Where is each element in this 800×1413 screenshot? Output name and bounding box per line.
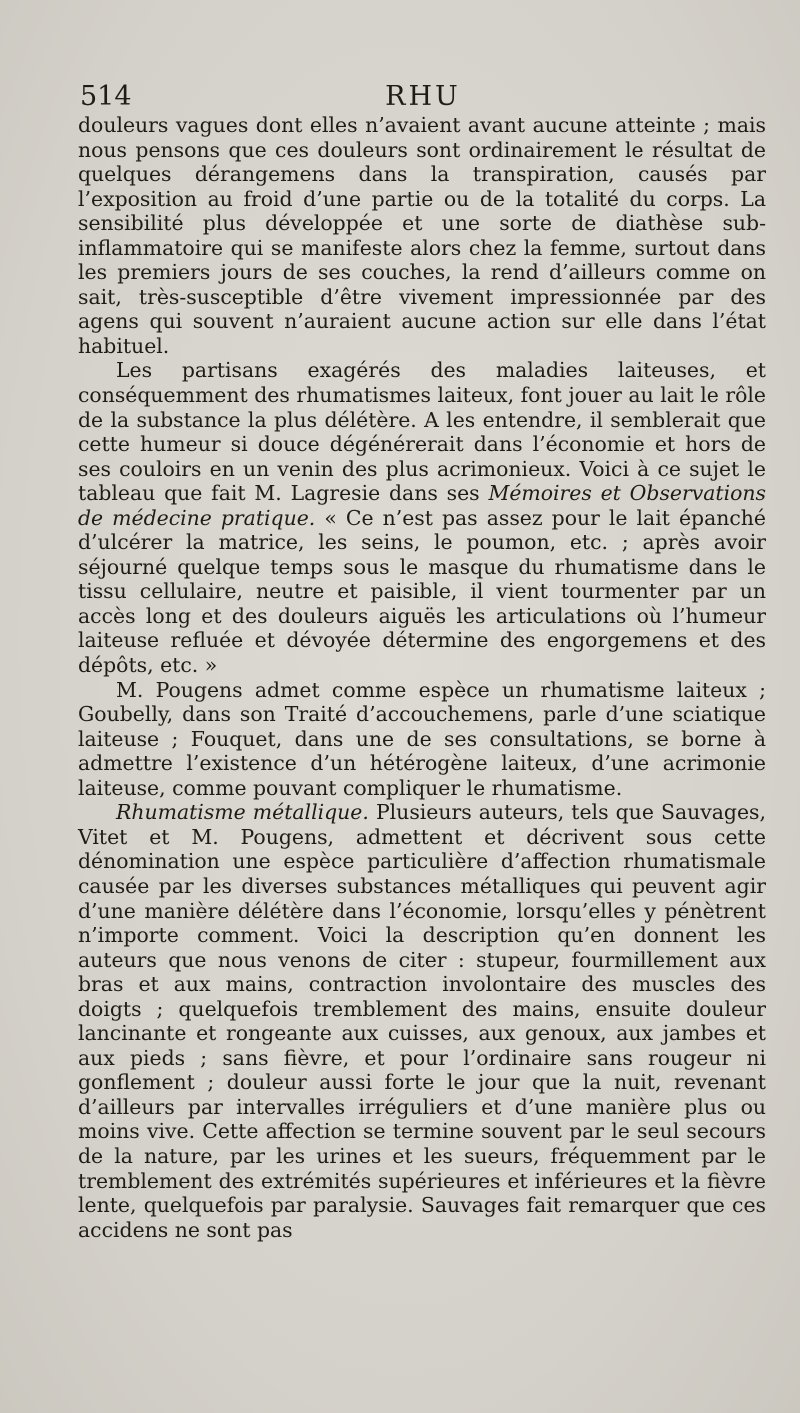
italic-text: Rhumatisme métallique. [116, 800, 369, 825]
paragraph-text: M. Pougens admet comme espèce un rhumatisme laiteux ; Goubelly, dans son Traité d’accouchemens, parle d’une sciatique laiteuse ; Fouquet, dans une de ses consultations, se borne à admettre l’existence d’un hétérogène laiteux, d’une acrimonie laiteuse, comme pouvant compliquer le rhumatisme. [78, 677, 766, 800]
running-head [80, 82, 766, 112]
paragraph [78, 800, 766, 1242]
paragraph-text: Les partisans exagérés des maladies laiteuses, et conséquemment des rhumatismes laiteux, font jouer au lait le rôle de la substance la plus délétère. A les entendre, il semblerait que cette humeur si douce dégénérerait dans l’économie et hors de ses couloirs en un venin des plus acrimonieux. Voici à ce sujet le tableau que fait M. Lagresie dans ses [78, 358, 766, 506]
running-title: RHU [385, 81, 461, 112]
paragraph [78, 678, 766, 801]
italic-text: Mémoires et Observations de médecine pratique. [78, 481, 766, 530]
paragraph-text: « Ce n’est pas assez pour le lait épanché d’ulcérer la matrice, les seins, le poumon, etc. ; après avoir séjourné quelque temps sous le masque du rhumatisme dans le tissu cellulaire, neutre et paisible, il vient tourmenter par un accès long et des douleurs aiguës les articulations où l’humeur laiteuse refluée et dévoyée détermine des engorgemens et des dépôts, etc. » [78, 505, 767, 678]
body-text [78, 113, 766, 1242]
paragraph [78, 113, 766, 358]
page-number: 514 [80, 81, 132, 112]
paragraph-text: douleurs vagues dont elles n’avaient avant aucune atteinte ; mais nous pensons que ces douleurs sont ordinairement le résultat de quelques dérangemens dans la transpiration, causés par l’exposition au froid d’une partie ou de la totalité du corps. La sensibilité plus développée et une sorte de diathèse sub-inflammatoire qui se manifeste alors chez la femme, surtout dans les premiers jours de ses couches, la rend d’ailleurs comme on sait, très-susceptible d’être vivement impressionnée par des agens qui souvent n’auraient aucune action sur elle dans l’état habituel. [78, 113, 766, 358]
paragraph [78, 358, 766, 677]
paragraph-text: Plusieurs auteurs, tels que Sauvages, Vitet et M. Pougens, admettent et décrivent sous cette dénomination une espèce particulière d’affection rhumatismale causée par les diverses substances métalliques qui peuvent agir d’une manière délétère dans l’économie, lorsqu’elles y pénètrent n’importe comment. Voici la description qu’en donnent les auteurs que nous venons de citer : stupeur, fourmillement aux bras et aux mains, contraction involontaire des muscles des doigts ; quelquefois tremblement des mains, ensuite douleur lancinante et rongeante aux cuisses, aux genoux, aux jambes et aux pieds ; sans fièvre, et pour l’ordinaire sans rougeur ni gonflement ; douleur aussi forte le jour que la nuit, revenant d’ailleurs par intervalles irréguliers et d’une manière plus ou moins vive. Cette affection se termine souvent par le seul secours de la nature, par les urines et les sueurs, fréquemment par le tremblement des extrémités supérieures et inférieures et la fièvre lente, quelquefois par paralysie. Sauvages fait remarquer que ces accidens ne sont pas [78, 800, 766, 1242]
